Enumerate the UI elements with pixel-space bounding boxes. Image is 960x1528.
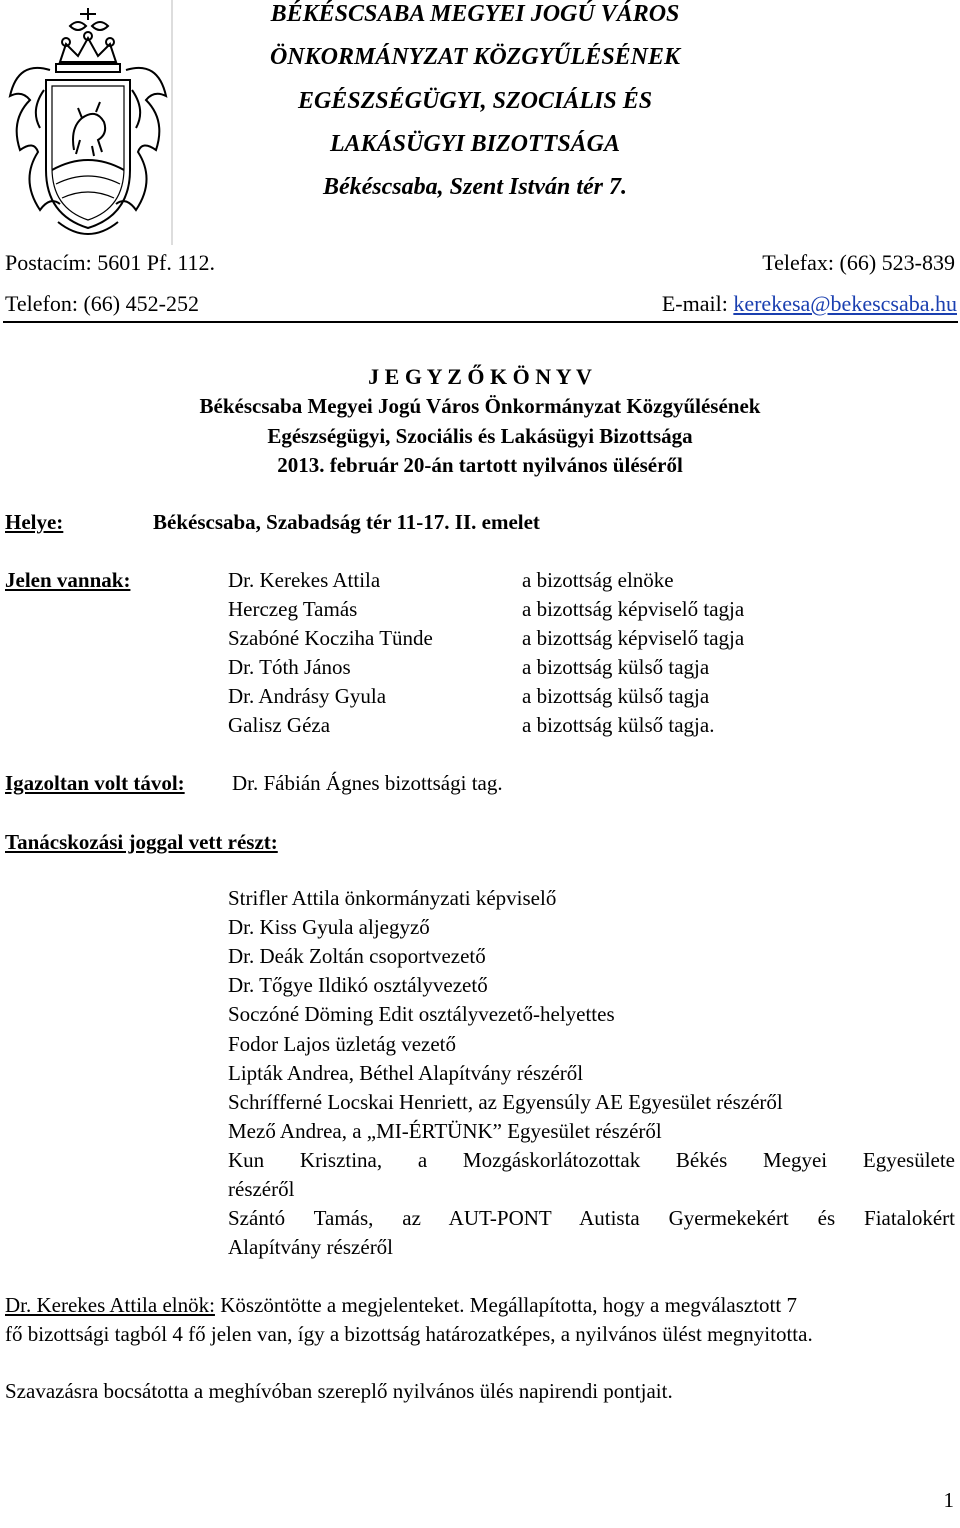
advisory-line: Szántó Tamás, az AUT-PONT Autista Gyermekekért és Fiatalokért: [228, 1206, 955, 1230]
advisory-line: Dr. Deák Zoltán csoportvezető: [228, 944, 486, 968]
chair-paragraph-line-2: fő bizottsági tagból 4 fő jelen van, így a bizottság határozatképes, a nyilvános ülést megnyitotta.: [5, 1322, 813, 1346]
absent-label: Igazoltan volt távol:: [5, 771, 185, 795]
chair-text-1: Köszöntötte a megjelenteket. Megállapította, hogy a megválasztott 7: [214, 1293, 797, 1317]
member-role: a bizottság külső tagja: [522, 684, 710, 708]
title-line-2: Békéscsaba Megyei Jogú Város Önkormányzat Közgyűlésének: [199, 394, 761, 418]
header-line-2: ÖNKORMÁNYZAT KÖZGYŰLÉSÉNEK: [269, 44, 681, 70]
member-role: a bizottság képviselő tagja: [522, 626, 745, 650]
present-label: Jelen vannak:: [5, 568, 131, 592]
telefon: Telefon: (66) 452-252: [5, 291, 199, 316]
email-link[interactable]: kerekesa@bekescsaba.hu: [733, 291, 957, 316]
email-label: E-mail:: [661, 291, 734, 316]
header-address: Békéscsaba, Szent István tér 7.: [322, 174, 627, 200]
page-number: 1: [943, 1488, 954, 1512]
absent-value: Dr. Fábián Ágnes bizottsági tag.: [232, 771, 503, 795]
member-role: a bizottság képviselő tagja: [522, 597, 745, 621]
advisory-line: Alapítvány részéről: [228, 1235, 394, 1259]
member-role: a bizottság külső tagja: [522, 655, 710, 679]
postal-address: Postacím: 5601 Pf. 112.: [5, 250, 216, 275]
header-divider: [3, 321, 958, 323]
member-role: a bizottság elnöke: [522, 568, 674, 592]
advisory-line: Dr. Tőgye Ildikó osztályvezető: [228, 973, 488, 997]
member-name: Dr. Tóth János: [228, 655, 351, 679]
member-name: Dr. Kerekes Attila: [228, 568, 381, 592]
chair-label: Dr. Kerekes Attila elnök:: [5, 1293, 215, 1317]
member-name: Galisz Géza: [228, 713, 331, 737]
header-line-4: LAKÁSÜGYI BIZOTTSÁGA: [329, 131, 621, 157]
advisory-line: Kun Krisztina, a Mozgáskorlátozottak Békés Megyei Egyesülete: [228, 1148, 955, 1172]
advisory-line: Mező Andrea, a „MI-ÉRTÜNK” Egyesület részéről: [228, 1119, 662, 1143]
title-line-4: 2013. február 20-án tartott nyilvános üléséről: [277, 453, 683, 477]
location-value: Békéscsaba, Szabadság tér 11-17. II. emelet: [153, 510, 540, 534]
member-name: Dr. Andrásy Gyula: [228, 684, 387, 708]
header-line-1: BÉKÉSCSABA MEGYEI JOGÚ VÁROS: [270, 1, 680, 27]
advisory-line: Soczóné Döming Edit osztályvezető-helyettes: [228, 1002, 615, 1026]
advisory-line: Fodor Lajos üzletág vezető: [228, 1032, 457, 1056]
telefax: Telefax: (66) 523-839: [762, 250, 955, 275]
header-line-3: EGÉSZSÉGÜGYI, SZOCIÁLIS ÉS: [297, 88, 653, 114]
title-line-3: Egészségügyi, Szociális és Lakásügyi Bizottsága: [267, 424, 693, 448]
advisory-line: Lipták Andrea, Béthel Alapítvány részéről: [228, 1061, 584, 1085]
advisory-line: részéről: [228, 1177, 295, 1201]
advisory-line: Dr. Kiss Gyula aljegyző: [228, 915, 430, 939]
advisory-line: Schrífferné Locskai Henriett, az Egyensúly AE Egyesület részéről: [228, 1090, 783, 1114]
email-line: [662, 291, 957, 317]
page-title: J E G Y Z Ő K Ö N Y V: [368, 364, 592, 389]
chair-paragraph-line-1: [5, 1293, 797, 1318]
member-role: a bizottság külső tagja.: [522, 713, 715, 737]
advisory-label: Tanácskozási joggal vett részt:: [5, 830, 278, 854]
location-label: Helye:: [5, 510, 64, 534]
city-crest-logo: [0, 0, 175, 245]
agenda-paragraph: Szavazásra bocsátotta a meghívóban szereplő nyilvános ülés napirendi pontjait.: [5, 1379, 673, 1403]
member-name: Szabóné Kocziha Tünde: [228, 626, 433, 650]
member-name: Herczeg Tamás: [228, 597, 358, 621]
advisory-line: Strifler Attila önkormányzati képviselő: [228, 886, 557, 910]
